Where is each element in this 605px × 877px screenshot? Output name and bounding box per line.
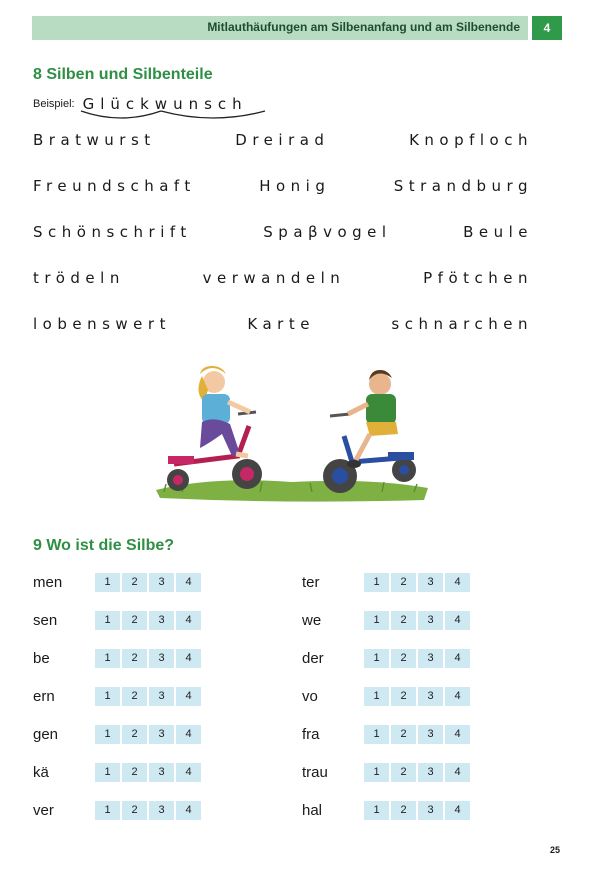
position-option[interactable]: 3 xyxy=(418,725,443,744)
position-option[interactable]: 3 xyxy=(149,573,174,592)
position-option[interactable]: 1 xyxy=(95,687,120,706)
position-option[interactable]: 3 xyxy=(149,649,174,668)
chapter-number: 4 xyxy=(532,16,562,40)
position-option[interactable]: 3 xyxy=(418,763,443,782)
position-option[interactable]: 2 xyxy=(122,611,147,630)
position-option[interactable]: 1 xyxy=(95,725,120,744)
page-number: 25 xyxy=(550,845,561,855)
tricycle-illustration xyxy=(152,352,432,512)
word: Bratwurst xyxy=(33,131,156,149)
position-choices xyxy=(364,573,472,592)
syllable-item xyxy=(33,608,203,632)
syllable-item xyxy=(302,646,472,670)
position-option[interactable]: 4 xyxy=(445,611,470,630)
word: trödeln xyxy=(33,269,125,287)
position-choices xyxy=(95,573,203,592)
syllable-item xyxy=(33,760,203,784)
position-option[interactable]: 2 xyxy=(391,649,416,668)
word: Knopfloch xyxy=(409,131,533,149)
position-option[interactable]: 4 xyxy=(445,763,470,782)
position-option[interactable]: 4 xyxy=(445,801,470,820)
word: Spaβvogel xyxy=(263,223,392,241)
position-option[interactable]: 2 xyxy=(122,687,147,706)
syllable-item xyxy=(302,684,472,708)
word-row xyxy=(33,131,533,153)
word: Pfötchen xyxy=(423,269,533,287)
syllable-item xyxy=(302,570,472,594)
position-choices xyxy=(364,763,472,782)
syllable-item xyxy=(302,798,472,822)
syllable-label: ter xyxy=(302,573,320,591)
position-option[interactable]: 2 xyxy=(391,801,416,820)
position-option[interactable]: 3 xyxy=(418,649,443,668)
position-option[interactable]: 4 xyxy=(176,573,201,592)
position-option[interactable]: 4 xyxy=(176,725,201,744)
example-word-text: Glückwunsch xyxy=(82,95,248,113)
syllable-label: vo xyxy=(302,687,318,705)
word: lobenswert xyxy=(33,315,171,333)
position-option[interactable]: 4 xyxy=(445,649,470,668)
syllable-label: hal xyxy=(302,801,323,819)
syllable-item xyxy=(302,608,472,632)
exercise-9-title: 9 Wo ist die Silbe? xyxy=(33,537,175,554)
syllable-label: ern xyxy=(33,687,55,705)
word: Schönschrift xyxy=(33,223,192,241)
word: Dreirad xyxy=(235,131,330,149)
position-choices xyxy=(95,801,203,820)
word: Karte xyxy=(247,315,315,333)
position-option[interactable]: 2 xyxy=(122,573,147,592)
syllable-label: kä xyxy=(33,763,49,781)
position-option[interactable]: 1 xyxy=(364,649,389,668)
position-choices xyxy=(364,687,472,706)
syllable-item xyxy=(33,570,203,594)
position-option[interactable]: 1 xyxy=(364,611,389,630)
syllable-arcs xyxy=(79,109,279,123)
position-option[interactable]: 2 xyxy=(391,687,416,706)
position-option[interactable]: 1 xyxy=(364,725,389,744)
position-option[interactable]: 1 xyxy=(364,763,389,782)
syllable-item xyxy=(33,684,203,708)
position-option[interactable]: 4 xyxy=(176,763,201,782)
position-option[interactable]: 3 xyxy=(149,725,174,744)
syllable-item xyxy=(33,646,203,670)
syllable-label: men xyxy=(33,573,63,591)
syllable-label: ver xyxy=(33,801,54,819)
syllable-label: gen xyxy=(33,725,59,743)
position-option[interactable]: 4 xyxy=(176,611,201,630)
position-option[interactable]: 4 xyxy=(176,801,201,820)
position-option[interactable]: 1 xyxy=(95,763,120,782)
position-option[interactable]: 2 xyxy=(391,573,416,592)
position-option[interactable]: 3 xyxy=(418,687,443,706)
position-option[interactable]: 1 xyxy=(95,649,120,668)
word: verwandeln xyxy=(202,269,346,287)
position-choices xyxy=(95,687,203,706)
word: Freundschaft xyxy=(33,177,196,195)
position-option[interactable]: 1 xyxy=(364,801,389,820)
position-option[interactable]: 2 xyxy=(122,649,147,668)
word-row xyxy=(33,177,533,199)
position-choices xyxy=(364,649,472,668)
syllable-label: sen xyxy=(33,611,58,629)
position-option[interactable]: 1 xyxy=(95,611,120,630)
word-row xyxy=(33,269,533,291)
position-option[interactable]: 2 xyxy=(391,611,416,630)
syllable-label: we xyxy=(302,611,322,629)
syllable-item xyxy=(33,722,203,746)
position-option[interactable]: 4 xyxy=(176,649,201,668)
syllable-label: der xyxy=(302,649,324,667)
syllable-label: trau xyxy=(302,763,328,781)
position-choices xyxy=(95,649,203,668)
header-title: Mitlauthäufungen am Silbenanfang und am Silbenende xyxy=(207,20,520,34)
position-option[interactable]: 3 xyxy=(149,801,174,820)
position-option[interactable]: 3 xyxy=(418,801,443,820)
example-line xyxy=(33,95,248,121)
syllable-label: be xyxy=(33,649,50,667)
position-option[interactable]: 1 xyxy=(364,687,389,706)
position-option[interactable]: 1 xyxy=(95,573,120,592)
position-choices xyxy=(95,611,203,630)
position-option[interactable]: 3 xyxy=(149,611,174,630)
position-option[interactable]: 4 xyxy=(445,687,470,706)
word: Strandburg xyxy=(393,177,533,195)
position-choices xyxy=(95,725,203,744)
position-choices xyxy=(95,763,203,782)
position-choices xyxy=(364,611,472,630)
syllable-label: fra xyxy=(302,725,320,743)
position-option[interactable]: 3 xyxy=(418,611,443,630)
syllable-item xyxy=(302,722,472,746)
position-option[interactable]: 2 xyxy=(391,763,416,782)
position-option[interactable]: 4 xyxy=(445,725,470,744)
word-row xyxy=(33,315,533,337)
syllable-item xyxy=(302,760,472,784)
word: Beule xyxy=(463,223,533,241)
position-option[interactable]: 4 xyxy=(176,687,201,706)
header-bar xyxy=(32,16,528,40)
example-label: Beispiel: xyxy=(33,98,75,110)
position-option[interactable]: 3 xyxy=(149,687,174,706)
position-option[interactable]: 1 xyxy=(95,801,120,820)
word: schnarchen xyxy=(391,315,533,333)
word: Honig xyxy=(259,177,331,195)
position-option[interactable]: 4 xyxy=(445,573,470,592)
position-choices xyxy=(364,725,472,744)
position-option[interactable]: 3 xyxy=(418,573,443,592)
example-word xyxy=(83,95,248,113)
position-option[interactable]: 2 xyxy=(391,725,416,744)
position-choices xyxy=(364,801,472,820)
syllable-item xyxy=(33,798,203,822)
position-option[interactable]: 2 xyxy=(122,725,147,744)
position-option[interactable]: 2 xyxy=(122,801,147,820)
position-option[interactable]: 2 xyxy=(122,763,147,782)
word-row xyxy=(33,223,533,245)
position-option[interactable]: 3 xyxy=(149,763,174,782)
position-option[interactable]: 1 xyxy=(364,573,389,592)
exercise-8-title: 8 Silben und Silbenteile xyxy=(33,66,213,83)
